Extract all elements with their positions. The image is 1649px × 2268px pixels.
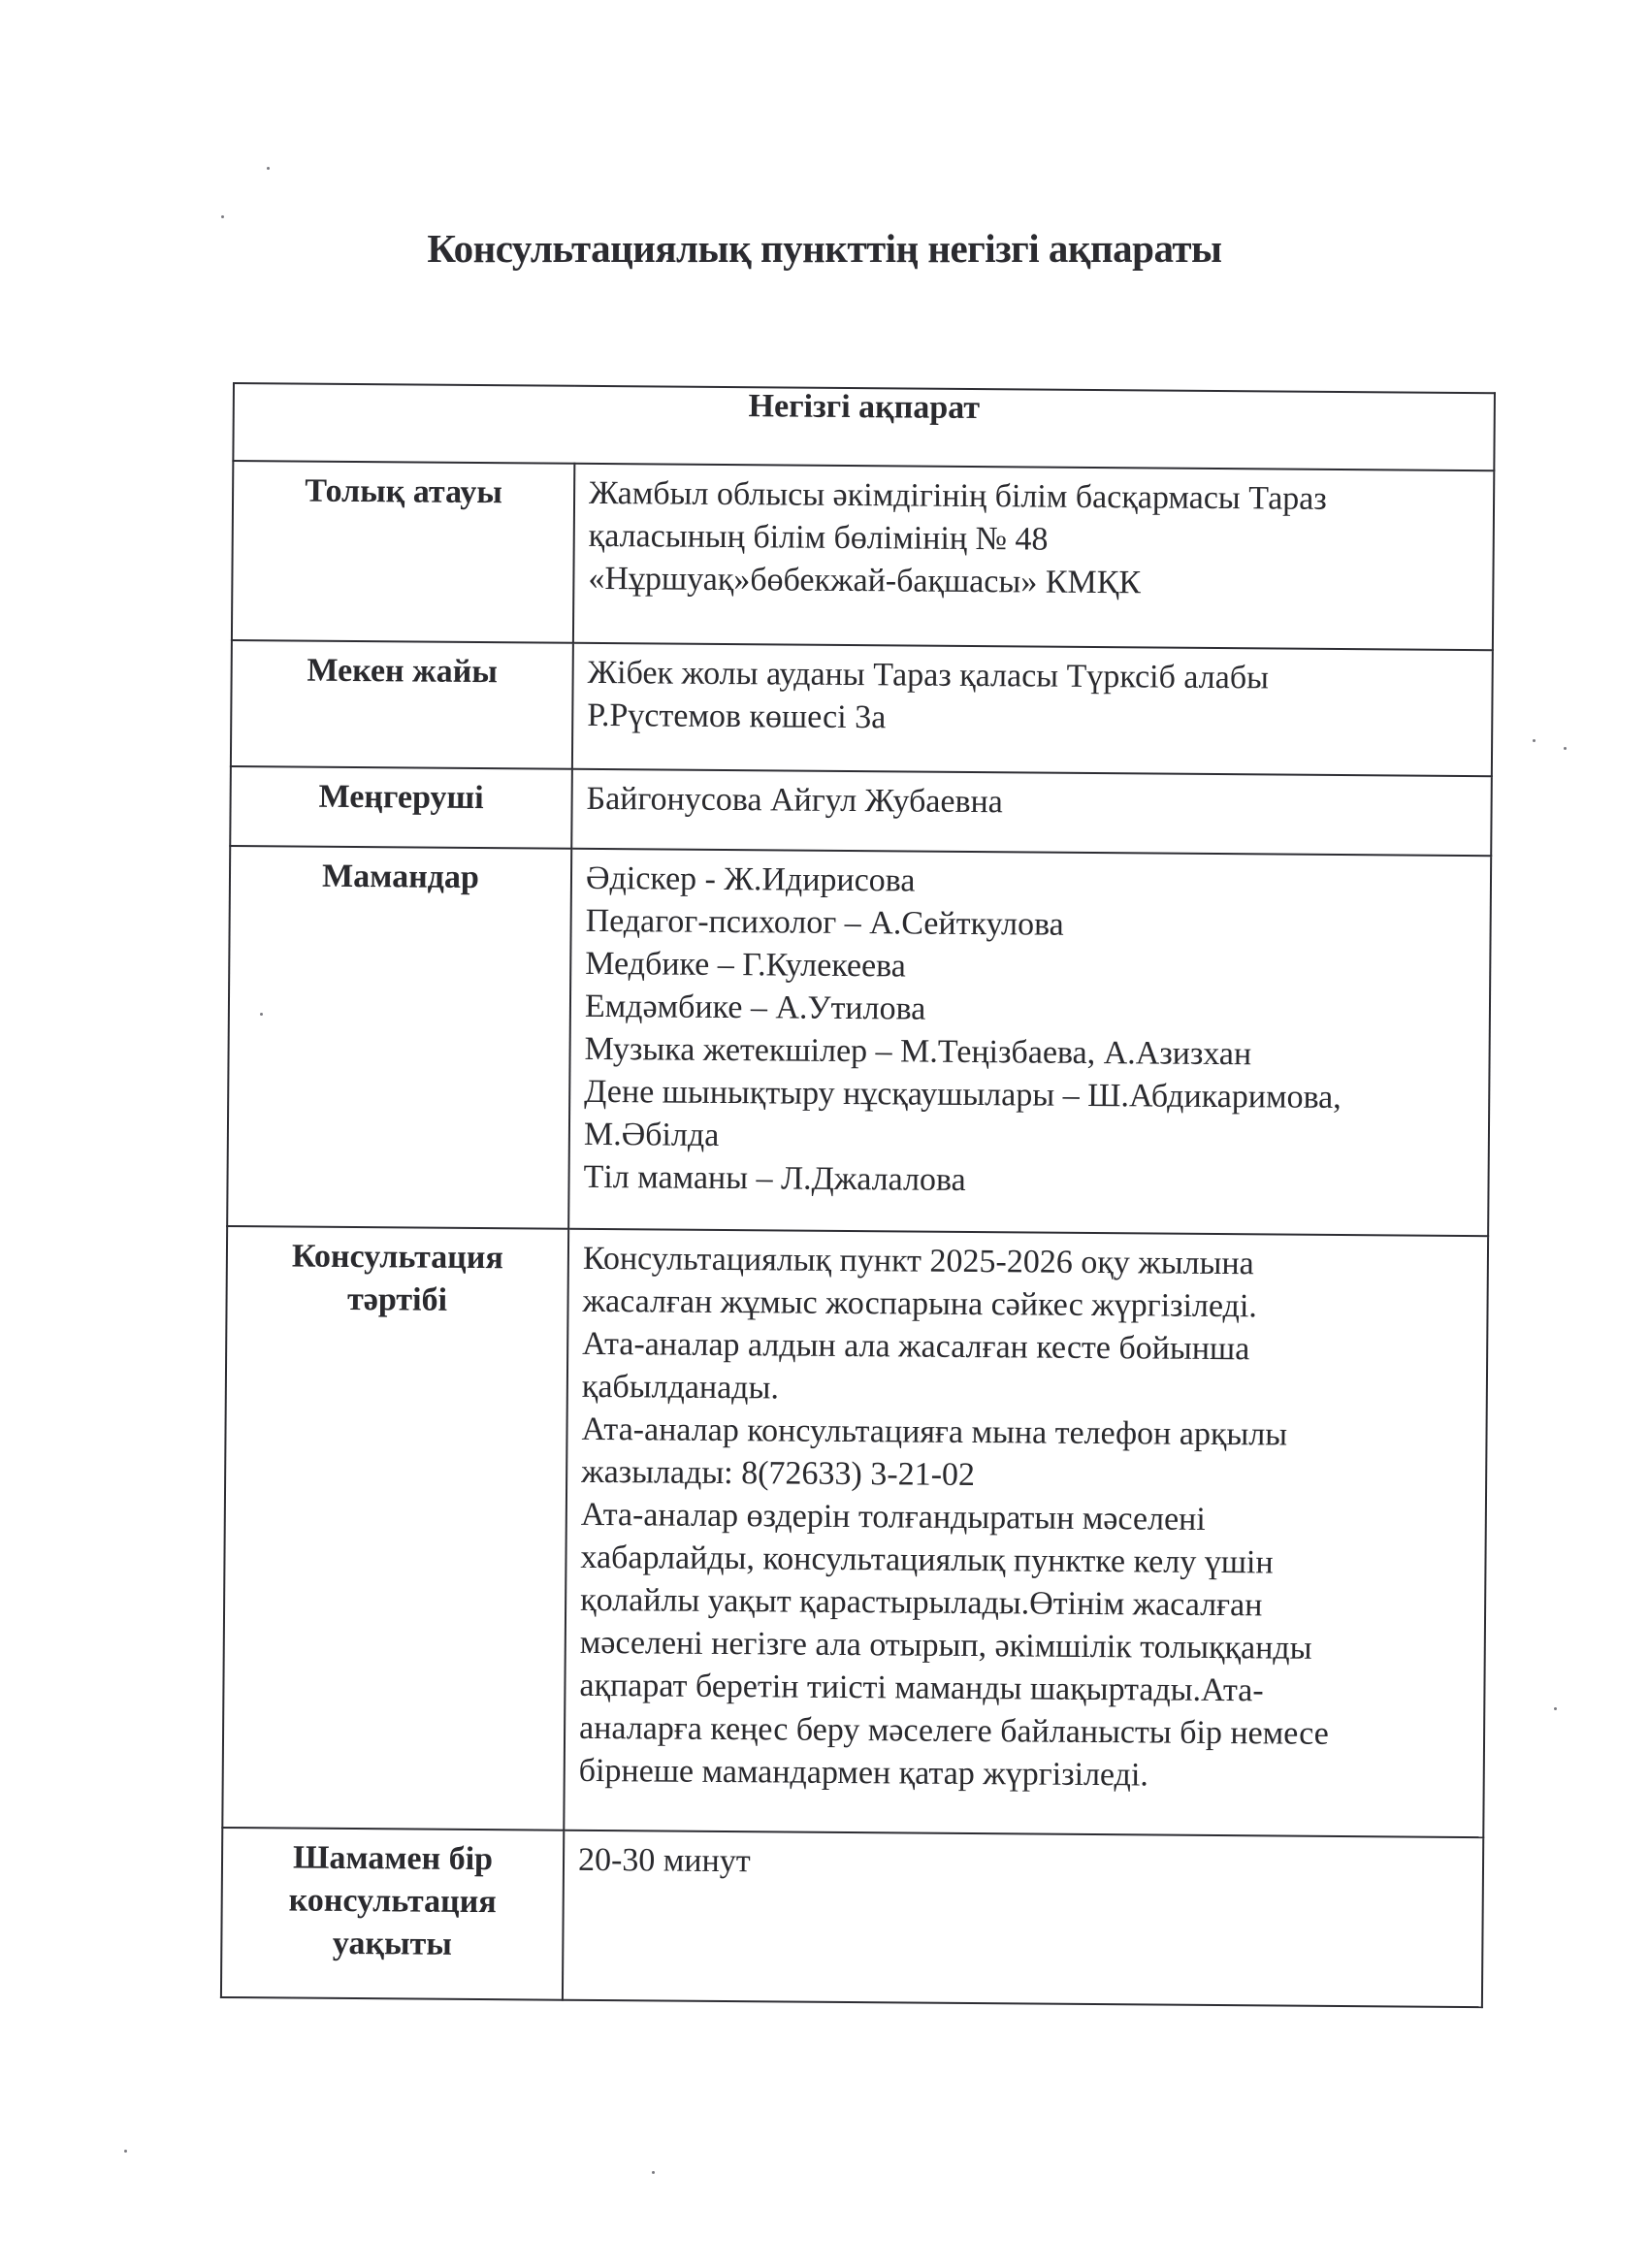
table-row-consultation-order [222, 1226, 1488, 1837]
row-label [230, 766, 572, 849]
scan-speck [221, 215, 224, 218]
value-line: қабылданады. [581, 1368, 780, 1407]
scan-speck [652, 2171, 655, 2174]
table-row-consultation-duration [221, 1828, 1483, 2007]
value-line: мәселені негізге ала отырып, әкімшілік толыққанды [579, 1624, 1312, 1667]
scan-speck [1554, 1707, 1557, 1710]
row-label [227, 846, 571, 1229]
scan-speck [267, 167, 270, 170]
value-line: Медбике – Г.Кулекеева [585, 945, 906, 985]
scan-speck [1533, 739, 1536, 742]
value-line: қолайлы уақыт қарастырылады.Өтінім жасалған [580, 1581, 1263, 1624]
value-line: Байгонусова Айгул Жубаевна [586, 780, 1004, 821]
scan-speck [124, 2150, 127, 2153]
value-line: қаласының білім бөлімінің № 48 [588, 517, 1049, 558]
table-row-specialists [227, 846, 1491, 1236]
row-value [572, 643, 1493, 776]
value-line: М.Әбілда [583, 1116, 720, 1153]
value-line: Музыка жетекшілер – М.Теңізбаева, А.Азизхан [584, 1030, 1252, 1073]
row-value [564, 1229, 1488, 1837]
value-line: жасалған жұмыс жоспарына сәйкес жүргізіледі. [582, 1282, 1258, 1325]
value-line: Жамбыл облысы әкімдігінің білім басқармасы Тараз [588, 474, 1327, 517]
row-label [222, 1226, 568, 1831]
table-header [233, 383, 1495, 470]
table-header-row [233, 383, 1495, 470]
table-row-address [231, 640, 1493, 776]
row-value [573, 464, 1494, 650]
row-label [232, 461, 574, 643]
value-line: ақпарат беретін тиісті маманды шақыртады.Ата- [579, 1667, 1264, 1709]
value-line: «Нұршуақ»бөбекжай-бақшасы» КМҚК [588, 560, 1142, 601]
value-line: Дене шынықтыру нұсқаушылары – Ш.Абдикаримова, [584, 1073, 1342, 1116]
value-line: жазылады: 8(72633) 3-21-02 [581, 1453, 976, 1494]
label-line: Толық атауы [305, 472, 502, 511]
row-label [221, 1828, 564, 2000]
table-row-full-name [232, 461, 1494, 650]
row-label [231, 640, 573, 769]
row-value [568, 849, 1491, 1236]
label-line: консультация [288, 1882, 497, 1921]
value-line: Консультациялық пункт 2025-2026 оқу жылына [582, 1240, 1254, 1282]
value-line: Әдіскер - Ж.Идирисова [585, 859, 916, 899]
row-value [563, 1831, 1483, 2007]
value-line: Жібек жолы ауданы Тараз қаласы Түрксіб алабы [587, 654, 1270, 697]
page-title: Консультациялық пункттің негізгі ақпараты [427, 226, 1222, 271]
value-line: Педагог-психолог – А.Сейткулова [585, 902, 1064, 943]
value-line: 20-30 минут [577, 1841, 751, 1880]
value-line: Ата-аналар өздерін толғандыратын мәселені [580, 1496, 1206, 1538]
value-line: Тіл маманы – Л.Джалалова [583, 1158, 966, 1198]
scan-speck [260, 1013, 263, 1016]
table-header-text: Негізгі ақпарат [748, 388, 981, 427]
label-line: Мекен жайы [307, 652, 499, 691]
label-line: уақыты [332, 1925, 452, 1962]
value-line: бірнеше мамандармен қатар жүргізіледі. [578, 1752, 1149, 1794]
value-line: хабарлайды, консультациялық пунктке келу үшін [580, 1539, 1274, 1581]
value-line: Ата-аналар алдын ала жасалған кесте бойынша [582, 1325, 1250, 1368]
label-line: Консультация [291, 1238, 503, 1277]
row-value [571, 769, 1492, 856]
label-line: Меңгеруші [318, 778, 484, 817]
info-table [220, 382, 1496, 2008]
value-line: Р.Рүстемов көшесі 3а [587, 697, 887, 736]
value-line: Емдәмбике – А.Утилова [584, 988, 926, 1027]
value-line: Ата-аналар консультацияға мына телефон арқылы [581, 1410, 1288, 1453]
table-row-director [230, 766, 1492, 856]
label-line: Шамамен бір [292, 1839, 494, 1878]
value-line: аналарға кеңес беру мәселеге байланысты бір немесе [578, 1709, 1329, 1752]
label-line: Мамандар [321, 858, 480, 896]
label-line: тәртібі [346, 1280, 448, 1318]
scan-speck [1564, 747, 1567, 750]
